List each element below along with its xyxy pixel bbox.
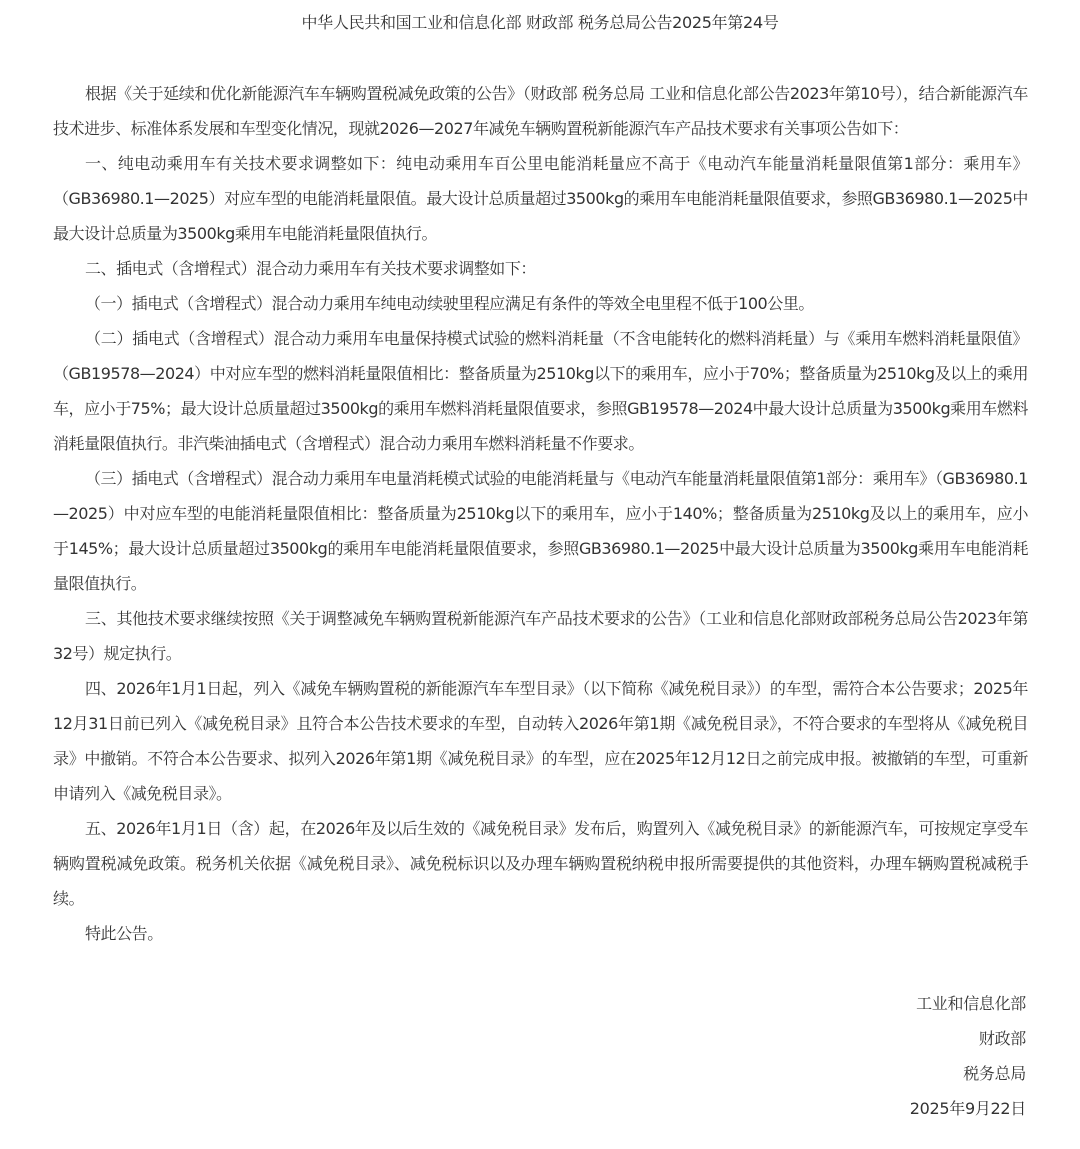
paragraph-section-4: 四、2026年1月1日起，列入《减免车辆购置税的新能源汽车车型目录》（以下简称《减免税目录》）的车型，需符合本公告要求；2025年12月31日前已列入《减免税目录》且符合本公告技术要求的车型，自动转入2026年第1期《减免税目录》，不符合要求的车型将从《减免税目录》中撤销。不符合本公告要求、拟列入2026年第1期《减免税目录》的车型，应在2025年12月12日之前完成申报。被撤销的车型，可重新申请列入《减免税目录》。 <box>53 679 1028 803</box>
signoff-block <box>910 986 1026 1126</box>
document-title: 中华人民共和国工业和信息化部 财政部 税务总局公告2025年第24号 <box>301 13 779 32</box>
paragraph-section-2-item-1: （一）插电式（含增程式）混合动力乘用车纯电动续驶里程应满足有条件的等效全电里程不低于100公里。 <box>85 294 814 313</box>
paragraph-closing: 特此公告。 <box>85 924 163 943</box>
paragraph-section-2-item-3: （三）插电式（含增程式）混合动力乘用车电量消耗模式试验的电能消耗量与《电动汽车能量消耗量限值第1部分：乘用车》（GB36980.1—2025）中对应车型的电能消耗量限值相比：整备质量为2510kg以下的乘用车，应小于140%；整备质量为2510kg及以上的乘用车，应小于145%；最大设计总质量超过3500kg的乘用车电能消耗量限值要求，参照GB36980.1—2025中最大设计总质量为3500kg乘用车电能消耗量限值执行。 <box>53 469 1028 593</box>
issuer-sat: 税务总局 <box>963 1064 1026 1083</box>
paragraph-section-1: 一、纯电动乘用车有关技术要求调整如下：纯电动乘用车百公里电能消耗量应不高于《电动汽车能量消耗量限值第1部分：乘用车》（GB36980.1—2025）对应车型的电能消耗量限值。最大设计总质量超过3500kg的乘用车电能消耗量限值要求，参照GB36980.1—2025中最大设计总质量为3500kg乘用车电能消耗量限值执行。 <box>53 154 1028 243</box>
paragraph-section-5: 五、2026年1月1日（含）起，在2026年及以后生效的《减免税目录》发布后，购置列入《减免税目录》的新能源汽车，可按规定享受车辆购置税减免政策。税务机关依据《减免税目录》、减免税标识以及办理车辆购置税纳税申报所需要提供的其他资料，办理车辆购置税减税手续。 <box>53 819 1028 908</box>
paragraph-section-2-item-2: （二）插电式（含增程式）混合动力乘用车电量保持模式试验的燃料消耗量（不含电能转化的燃料消耗量）与《乘用车燃料消耗量限值》（GB19578—2024）中对应车型的燃料消耗量限值相比：整备质量为2510kg以下的乘用车，应小于70%；整备质量为2510kg及以上的乘用车，应小于75%；最大设计总质量超过3500kg的乘用车燃料消耗量限值要求，参照GB19578—2024中最大设计总质量为3500kg乘用车燃料消耗量限值执行。非汽柴油插电式（含增程式）混合动力乘用车燃料消耗量不作要求。 <box>53 329 1028 453</box>
paragraph-section-3: 三、其他技术要求继续按照《关于调整减免车辆购置税新能源汽车产品技术要求的公告》（工业和信息化部财政部税务总局公告2023年第32号）规定执行。 <box>53 609 1028 663</box>
paragraph-intro: 根据《关于延续和优化新能源汽车车辆购置税减免政策的公告》（财政部 税务总局 工业和信息化部公告2023年第10号），结合新能源汽车技术进步、标准体系发展和车型变化情况，现就2026—2027年减免车辆购置税新能源汽车产品技术要求有关事项公告如下： <box>53 84 1028 138</box>
issuer-mof: 财政部 <box>978 1029 1026 1048</box>
document-body <box>53 76 1028 951</box>
issuer-miit: 工业和信息化部 <box>916 994 1026 1013</box>
issue-date: 2025年9月22日 <box>909 1099 1026 1118</box>
paragraph-section-2: 二、插电式（含增程式）混合动力乘用车有关技术要求调整如下： <box>85 259 536 278</box>
